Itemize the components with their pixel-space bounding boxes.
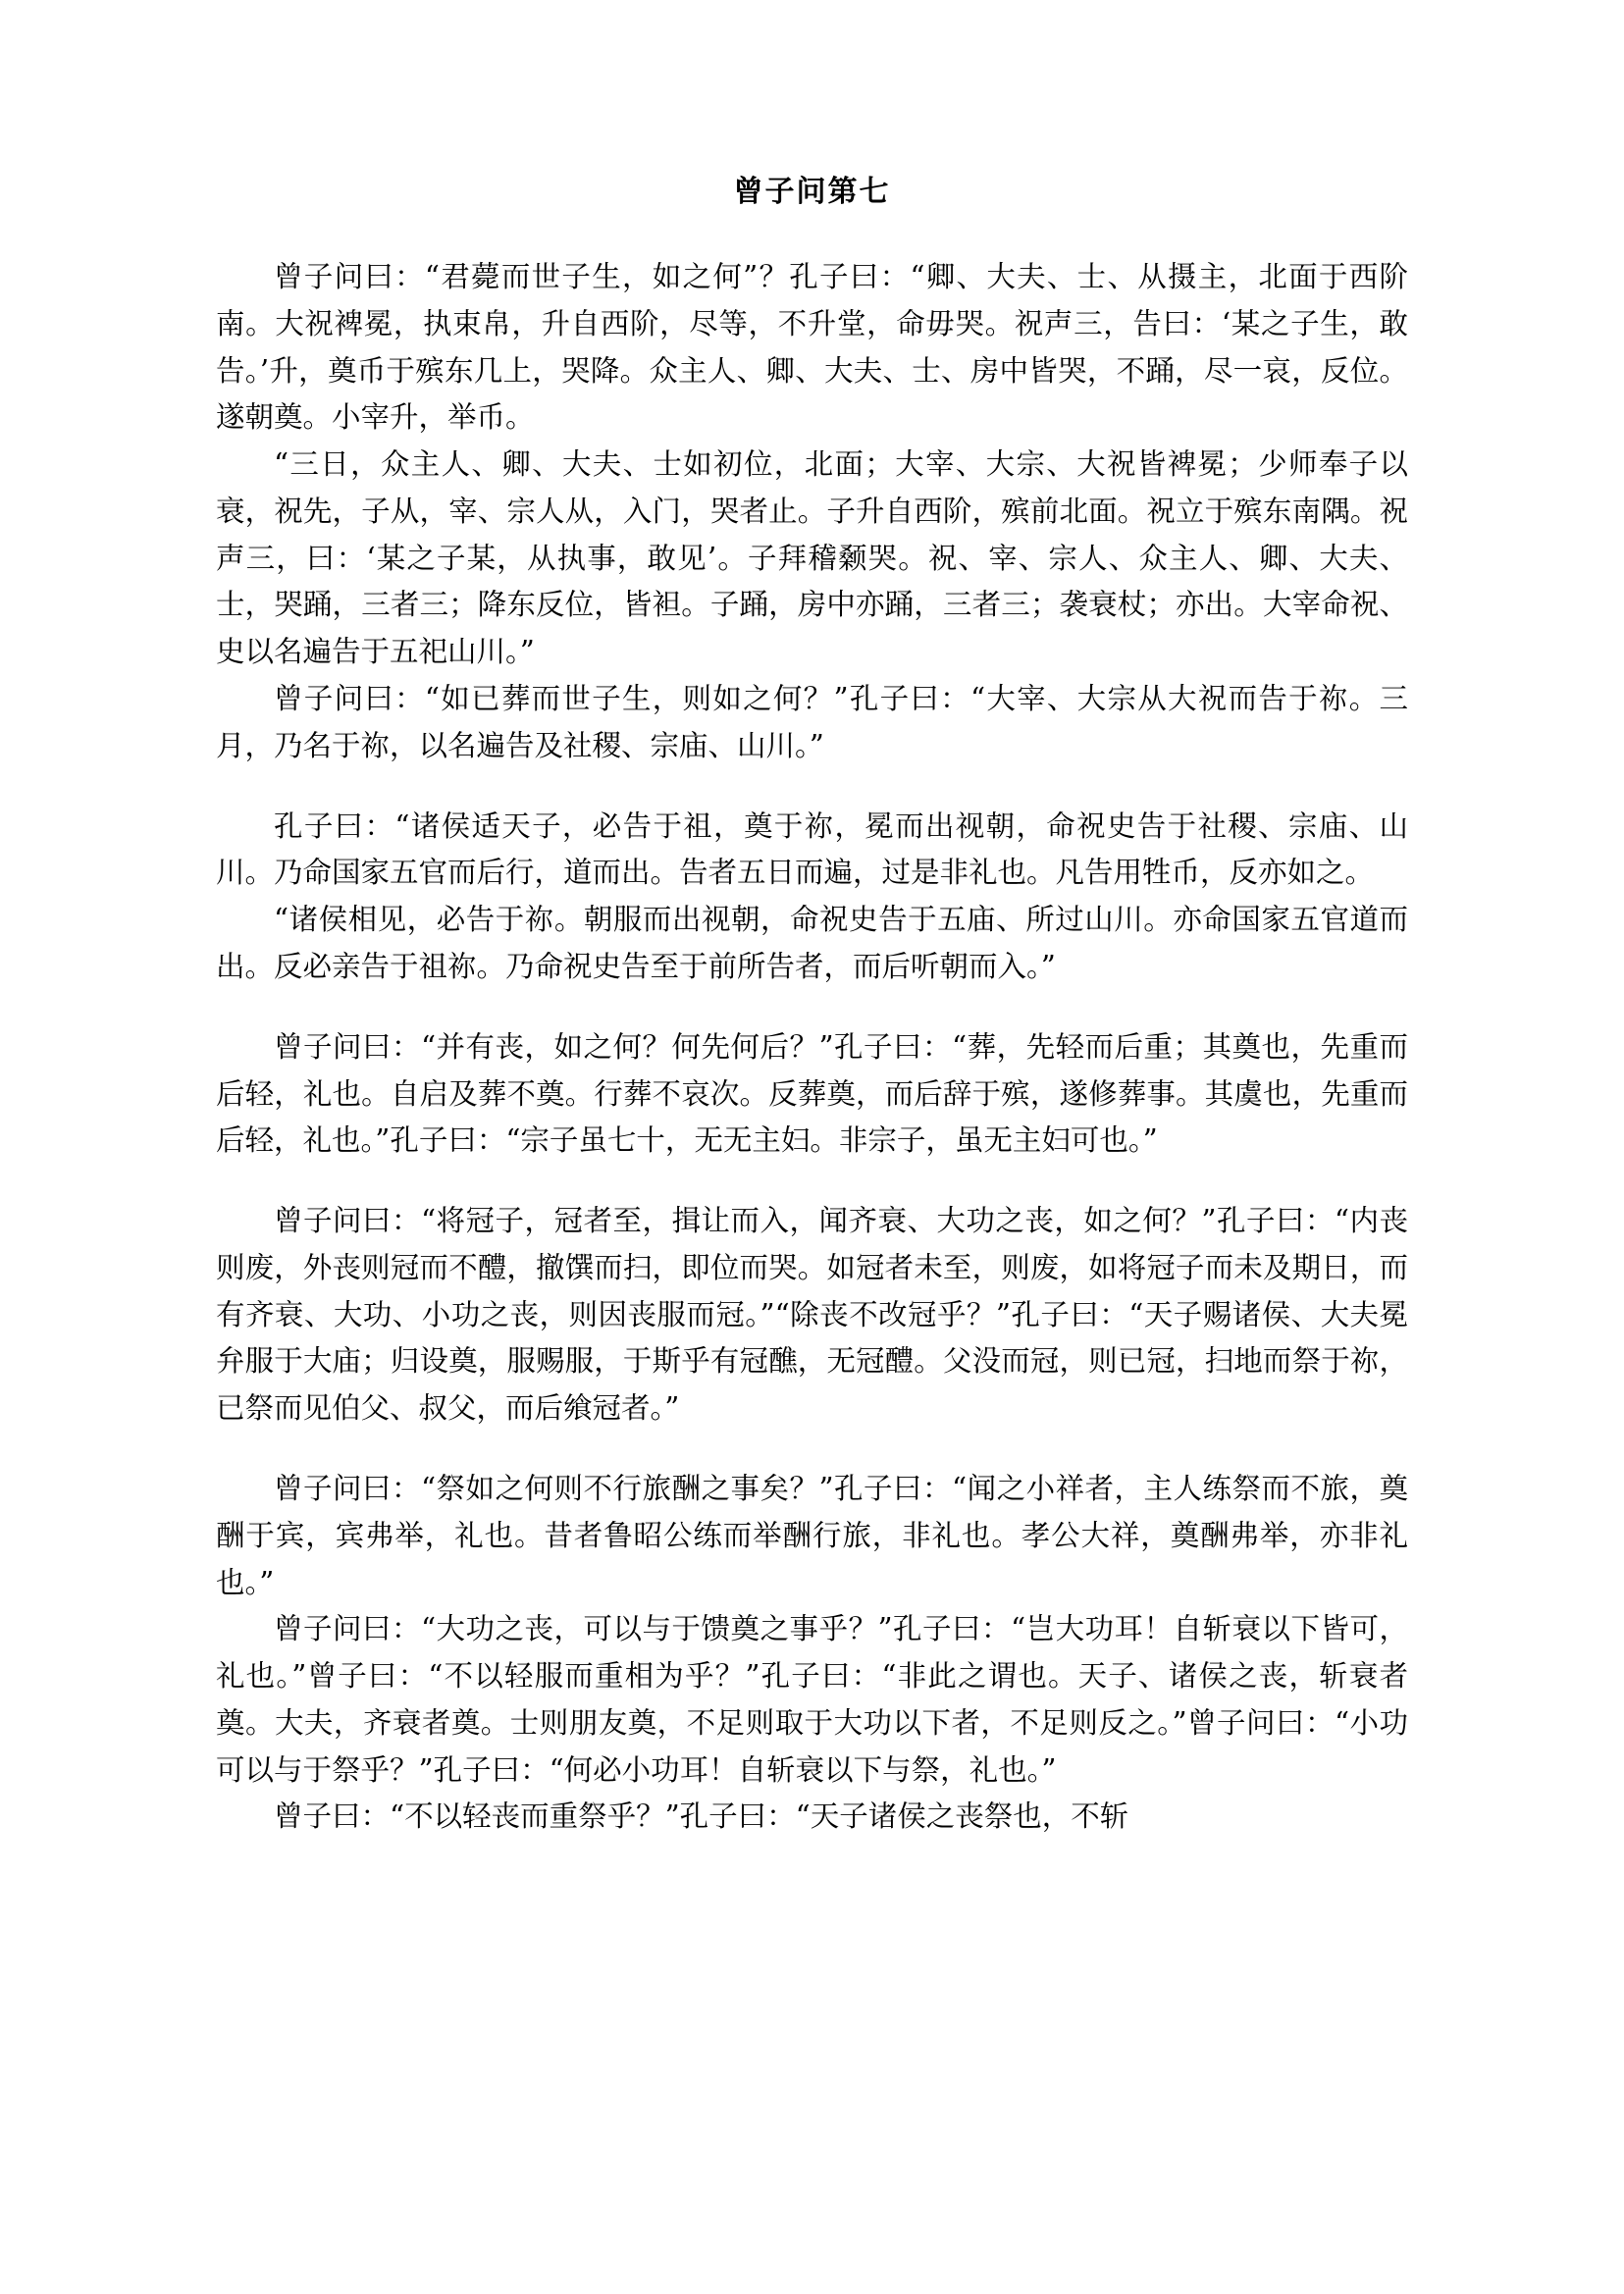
paragraph: 曾子问曰：“将冠子，冠者至，揖让而入，闻齐衰、大功之丧，如之何？”孔子曰：“内丧则废，外丧则冠而不醴，撤馔而扫，即位而哭。如冠者未至，则废，如将冠子而未及期日，而有齐衰、大功、小功之丧，则因丧服而冠。”“除丧不改冠乎？”孔子曰：“天子赐诸侯、大夫冕弁服于大庙；归设奠，服赐服，于斯乎有冠醮，无冠醴。父没而冠，则已冠，扫地而祭于祢，已祭而见伯父、叔父，而后飨冠者。” [216, 1204, 1408, 1426]
paragraph: 曾子问曰：“君薨而世子生，如之何”？孔子曰：“卿、大夫、士、从摄主，北面于西阶南。大祝裨冕，执束帛，升自西阶，尽等，不升堂，命毋哭。祝声三，告曰：‘某之子生，敢告。’升，奠币于殡东几上，哭降。众主人、卿、大夫、士、房中皆哭，不踊，尽一哀，反位。遂朝奠。小宰升，举币。 [216, 260, 1408, 435]
paragraph-block [216, 254, 1408, 770]
page-content [216, 172, 1408, 1841]
paragraph-block [216, 1466, 1408, 1841]
paragraph-block [216, 1024, 1408, 1165]
page-title: 曾子问第七 [733, 175, 891, 209]
paragraph: 孔子曰：“诸侯适天子，必告于祖，奠于祢，冕而出视朝，命祝史告于社稷、宗庙、山川。乃命国家五官而后行，道而出。告者五日而遍，过是非礼也。凡告用牲币，反亦如之。 [216, 808, 1408, 890]
paragraph: “诸侯相见，必告于祢。朝服而出视朝，命祝史告于五庙、所过山川。亦命国家五官道而出。反必亲告于祖祢。乃命祝史告至于前所告者，而后听朝而入。” [216, 903, 1408, 983]
paragraph: 曾子问曰：“并有丧，如之何？何先何后？”孔子曰：“葬，先轻而后重；其奠也，先重而后轻，礼也。自启及葬不奠。行葬不哀次。反葬奠，而后辞于殡，遂修葬事。其虞也，先重而后轻，礼也。”孔子曰：“宗子虽七十，无无主妇。非宗子，虽无主妇可也。” [216, 1029, 1408, 1158]
paragraph-block [216, 804, 1408, 991]
paragraph-block [216, 1198, 1408, 1433]
paragraph: “三日，众主人、卿、大夫、士如初位，北面；大宰、大宗、大祝皆裨冕；少师奉子以衰，祝先，子从，宰、宗人从，入门，哭者止。子升自西阶，殡前北面。祝立于殡东南隅。祝声三，曰：‘某之子某，从执事，敢见’。子拜稽颡哭。祝、宰、宗人、众主人、卿、大夫、士，哭踊，三者三；降东反位，皆袒。子踊，房中亦踊，三者三；袭衰杖；亦出。大宰命祝、史以名遍告于五祀山川。” [216, 447, 1408, 669]
paragraph: 曾子曰：“不以轻丧而重祭乎？”孔子曰：“天子诸侯之丧祭也，不斩 [274, 1799, 1129, 1834]
paragraph: 曾子问曰：“如已葬而世子生，则如之何？”孔子曰：“大宰、大宗从大祝而告于祢。三月，乃名于祢，以名遍告及社稷、宗庙、山川。” [216, 682, 1408, 762]
paragraph: 曾子问曰：“祭如之何则不行旅酬之事矣？”孔子曰：“闻之小祥者，主人练祭而不旅，奠酬于宾，宾弗举，礼也。昔者鲁昭公练而举酬行旅，非礼也。孝公大祥，奠酬弗举，亦非礼也。” [216, 1471, 1408, 1599]
paragraph: 曾子问曰：“大功之丧，可以与于馈奠之事乎？”孔子曰：“岂大功耳！自斩衰以下皆可，礼也。”曾子曰：“不以轻服而重相为乎？”孔子曰：“非此之谓也。天子、诸侯之丧，斩衰者奠。大夫，齐衰者奠。士则朋友奠，不足则取于大功以下者，不足则反之。”曾子问曰：“小功可以与于祭乎？”孔子曰：“何必小功耳！自斩衰以下与祭，礼也。” [216, 1612, 1408, 1787]
